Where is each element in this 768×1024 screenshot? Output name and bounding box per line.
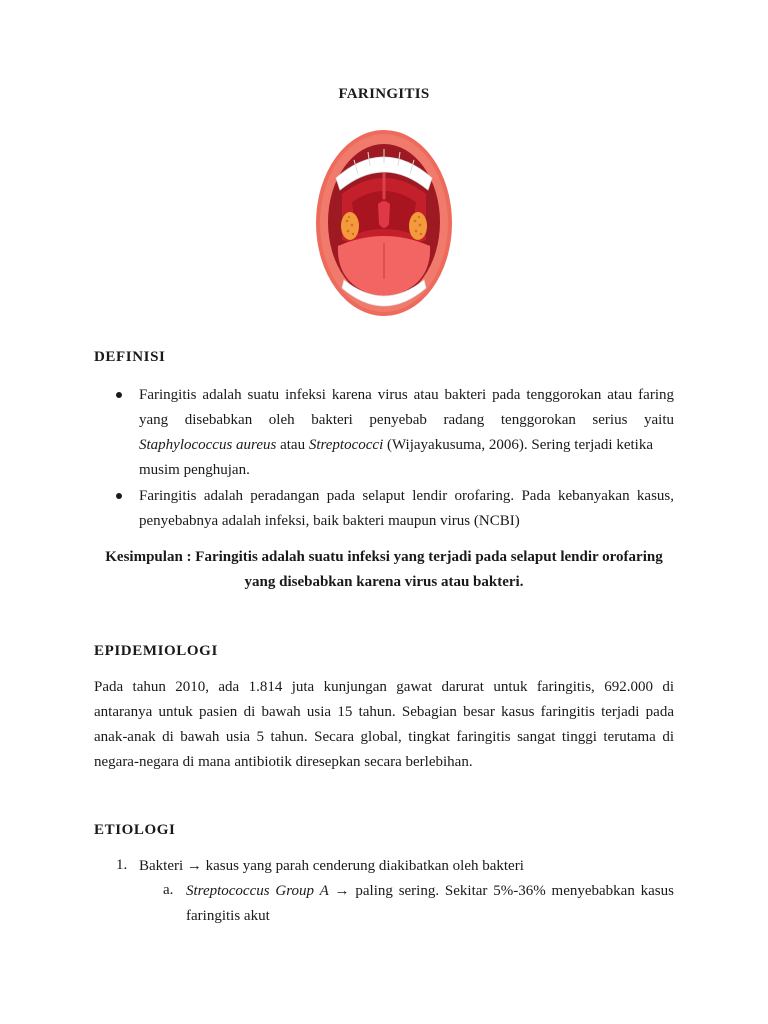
kesimpulan (94, 545, 674, 595)
sublist-letter: a. (163, 882, 174, 898)
text-line: antaranya untuk pasien di bawah usia 15 tahun. Sebagian besar kasus faringitis terjadi pada (94, 704, 674, 720)
text-line: Faringitis adalah suatu infeksi karena virus atau bakteri pada tenggorokan atau faring (139, 387, 674, 403)
list-number: 1. (116, 857, 128, 873)
document-title: FARINGITIS (338, 86, 430, 102)
text-line: Bakteri → kasus yang parah cenderung diakibatkan oleh bakteri (139, 858, 524, 874)
etiologi-item-1a (186, 879, 674, 929)
species-name: Staphylococcus aureus (139, 437, 277, 453)
text-line: Kesimpulan : Faringitis adalah suatu infeksi yang terjadi pada selaput lendir orofaring (105, 549, 663, 565)
text-fragment: atau (276, 437, 309, 453)
species-name: Streptococci (308, 437, 384, 453)
text-line: anak-anak di bawah usia 5 tahun. Secara global, tingkat faringitis sangat tinggi terutama di (94, 729, 674, 745)
text-fragment: (Wijayakusuma, 2006). Sering terjadi ketika (383, 437, 653, 453)
section-heading-etiologi: ETIOLOGI (94, 822, 176, 838)
text-line: yang disebabkan oleh bakteri penyebab radang tenggorokan serius yaitu (139, 412, 674, 428)
section-heading-definisi: DEFINISI (94, 349, 166, 365)
text-line: negara-negara di mana antibiotik diresepkan secara berlebihan. (94, 754, 473, 770)
text-fragment: → paling sering. Sekitar 5%-36% menyebabkan kasus (328, 883, 674, 899)
definisi-bullet-1 (139, 383, 674, 483)
bullet-icon (116, 392, 122, 398)
text-line: yang disebabkan karena virus atau bakteri. (244, 574, 524, 590)
epidemiologi-paragraph (94, 675, 674, 775)
section-heading-epidemiologi: EPIDEMIOLOGI (94, 643, 218, 659)
text-line: musim penghujan. (139, 462, 250, 478)
text-line (186, 879, 674, 904)
text-line: penyebabnya adalah infeksi, baik bakteri maupun virus (NCBI) (139, 513, 520, 529)
open-mouth-throat-illustration-icon (314, 128, 454, 318)
text-line (139, 433, 674, 458)
bullet-icon (116, 493, 122, 499)
species-name: Streptococcus Group A (186, 883, 329, 899)
text-line: Pada tahun 2010, ada 1.814 juta kunjungan gawat darurat untuk faringitis, 692.000 di (94, 679, 674, 695)
etiologi-item-1 (139, 854, 674, 879)
text-line: faringitis akut (186, 908, 270, 924)
definisi-bullet-2 (139, 484, 674, 534)
text-line: Faringitis adalah peradangan pada selaput lendir orofaring. Pada kebanyakan kasus, (139, 488, 674, 504)
